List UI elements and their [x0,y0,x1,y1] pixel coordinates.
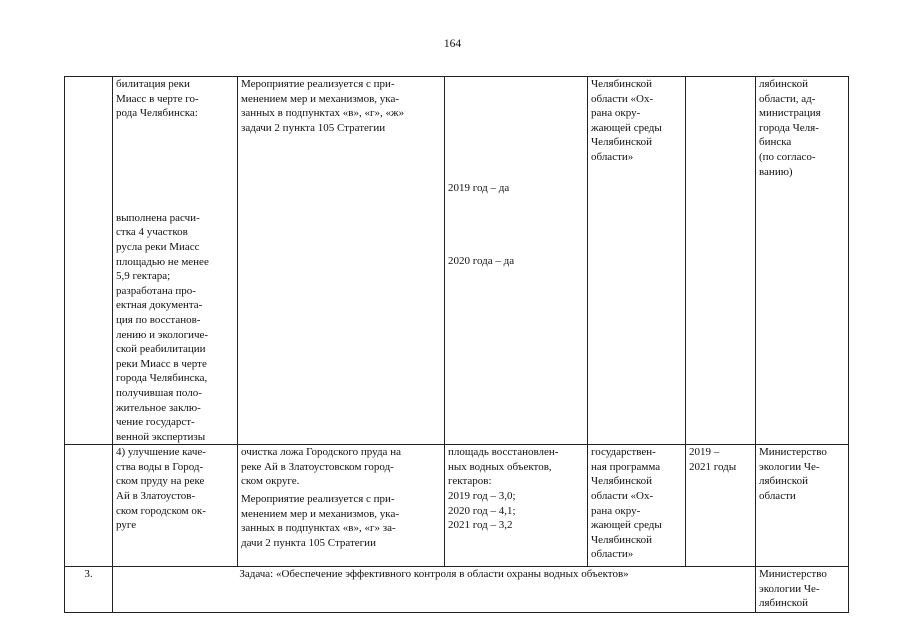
program-cell [588,445,686,567]
measure-name-cell [113,445,238,567]
row-number-cell [65,567,113,613]
indicator-2020: 2020 года – да [448,254,515,267]
responsible-cell [756,567,849,613]
period-text: 2019 – 2021 годы [689,446,737,473]
responsible-text: лябинской области, ад- министрация города Челя- бинска (по согласо- ванию) [759,78,821,178]
result-text-2: разработана про- ектная документа- ция по восстанов- лению и экологиче- ской реабилитации реки Миасс в черте города Челябинска, получившая поло- жительное заклю- чение государст- венной экспертизы [116,284,209,443]
program-text: Челябинской области «Ох- рана окру- жающей среды Челябинской области» [591,78,662,163]
table-row [65,445,849,567]
row-number: 3. [84,568,93,581]
measure-name-cell [113,77,238,445]
mechanism-cell [238,445,445,567]
table-row [65,77,849,445]
result-text-1: выполнена расчи- стка 4 участков русла реки Миасс площадью не менее 5,9 гектара; [116,211,209,283]
row-number-cell [65,77,113,445]
period-cell [686,77,756,445]
task-text: Задача: «Обеспечение эффективного контроля в области охраны водных объектов» [239,568,629,581]
program-cell [588,77,686,445]
measure-name-text: 4) улучшение каче- ства воды в Город- ском пруду на реке Ай в Златоустов- ском городском ок- руге [116,446,206,532]
action-text: очистка ложа Городского пруда на реке Ай в Златоустовском город- ском округе. [241,446,401,488]
table-row [65,567,849,613]
mechanism-text: Мероприятие реализуется с при- менением мер и механизмов, ука- занных в подпунктах «в», «г», «ж» задачи 2 пункта 105 Стратегии [241,78,405,134]
responsible-text: Министерство экологии Че- лябинской области [759,446,827,503]
indicator-cell [445,445,588,567]
mechanism-cell [238,77,445,445]
measure-name-text: билитация реки Миасс в черте го- рода Челябинска: [116,78,199,120]
measures-table [64,76,849,613]
period-cell [686,445,756,567]
responsible-cell [756,445,849,567]
task-cell [113,567,756,613]
indicator-text: площадь восстановлен- ных водных объектов, гектаров: 2019 год – 3,0; 2020 год – 4,1; 2021 год – 3,2 [448,446,559,532]
responsible-text: Министерство экологии Че- лябинской [759,568,827,610]
responsible-cell [756,77,849,445]
indicator-2019: 2019 год – да [448,182,510,194]
mechanism-text: Мероприятие реализуется с при- менением мер и механизмов, ука- занных в подпунктах «в», «г» за- дачи 2 пункта 105 Стратегии [241,493,399,549]
row-number-cell [65,445,113,567]
program-text: государствен- ная программа Челябинской области «Ох- рана окру- жающей среды Челябинской области» [591,446,662,561]
page-number: 164 [443,38,462,50]
indicator-cell [445,77,588,445]
